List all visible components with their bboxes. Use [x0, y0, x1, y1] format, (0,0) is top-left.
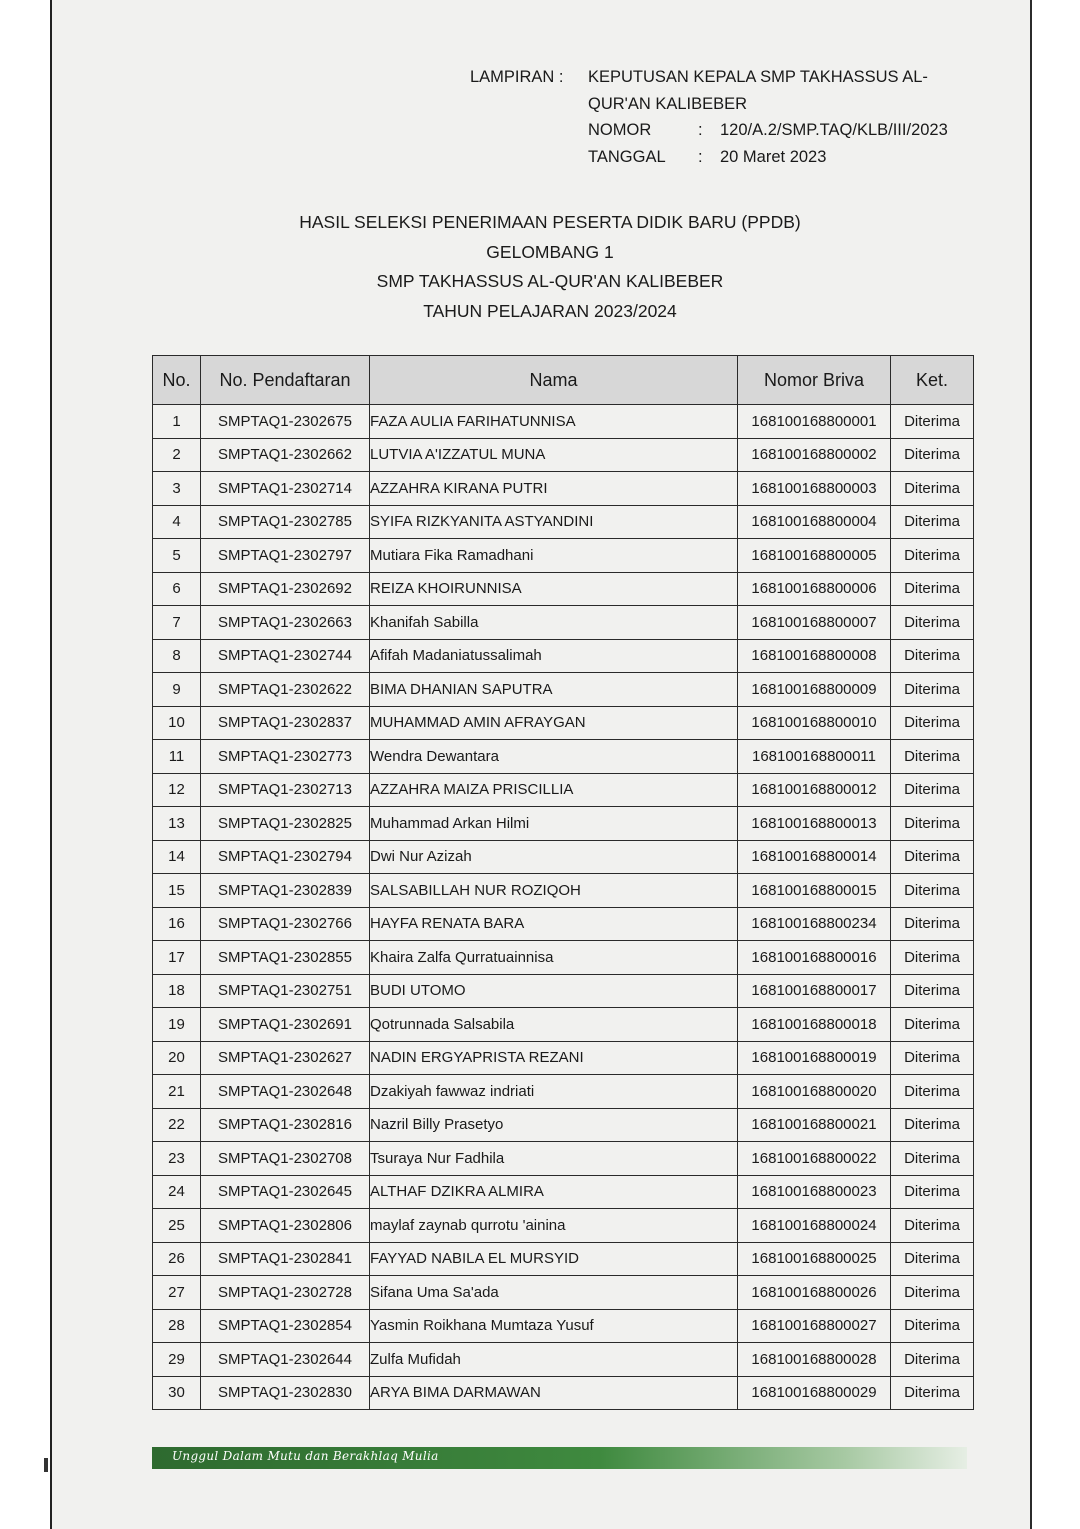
cell-no: 4	[153, 505, 201, 539]
cell-briva-no: 168100168800009	[738, 673, 891, 707]
cell-briva-no: 168100168800029	[738, 1376, 891, 1410]
cell-name: AZZAHRA MAIZA PRISCILLIA	[370, 773, 738, 807]
cell-briva-no: 168100168800004	[738, 505, 891, 539]
cell-no: 26	[153, 1242, 201, 1276]
table-row	[153, 1041, 974, 1075]
cell-registration-no: SMPTAQ1-2302744	[201, 639, 370, 673]
table-row	[153, 606, 974, 640]
footer-motto: Unggul Dalam Mutu dan Berakhlaq Mulia	[172, 1449, 439, 1463]
cell-no: 6	[153, 572, 201, 606]
cell-status: Diterima	[891, 807, 974, 841]
title-line-4: TAHUN PELAJARAN 2023/2024	[423, 300, 677, 321]
cell-status: Diterima	[891, 907, 974, 941]
cell-registration-no: SMPTAQ1-2302662	[201, 438, 370, 472]
cell-registration-no: SMPTAQ1-2302794	[201, 840, 370, 874]
cell-status: Diterima	[891, 606, 974, 640]
cell-briva-no: 168100168800015	[738, 874, 891, 908]
cell-briva-no: 168100168800022	[738, 1142, 891, 1176]
cell-briva-no: 168100168800013	[738, 807, 891, 841]
table-row	[153, 874, 974, 908]
table-row	[153, 740, 974, 774]
cell-status: Diterima	[891, 472, 974, 506]
cell-briva-no: 168100168800005	[738, 539, 891, 573]
table-row	[153, 1175, 974, 1209]
cell-briva-no: 168100168800008	[738, 639, 891, 673]
cell-no: 12	[153, 773, 201, 807]
cell-briva-no: 168100168800006	[738, 572, 891, 606]
cell-no: 22	[153, 1108, 201, 1142]
cell-status: Diterima	[891, 572, 974, 606]
cell-status: Diterima	[891, 1209, 974, 1243]
cell-no: 24	[153, 1175, 201, 1209]
table-row	[153, 807, 974, 841]
cell-registration-no: SMPTAQ1-2302797	[201, 539, 370, 573]
cell-name: Sifana Uma Sa'ada	[370, 1276, 738, 1310]
table-row	[153, 539, 974, 573]
cell-name: FAZA AULIA FARIHATUNNISA	[370, 405, 738, 439]
cell-no: 8	[153, 639, 201, 673]
cell-registration-no: SMPTAQ1-2302837	[201, 706, 370, 740]
cell-registration-no: SMPTAQ1-2302728	[201, 1276, 370, 1310]
cell-status: Diterima	[891, 840, 974, 874]
cell-name: SALSABILLAH NUR ROZIQOH	[370, 874, 738, 908]
cell-briva-no: 168100168800012	[738, 773, 891, 807]
tanggal-colon: :	[698, 147, 703, 166]
attachment-header	[470, 64, 948, 170]
cell-status: Diterima	[891, 673, 974, 707]
cell-briva-no: 168100168800025	[738, 1242, 891, 1276]
cell-status: Diterima	[891, 1041, 974, 1075]
cell-no: 30	[153, 1376, 201, 1410]
cell-registration-no: SMPTAQ1-2302773	[201, 740, 370, 774]
cell-briva-no: 168100168800019	[738, 1041, 891, 1075]
cell-registration-no: SMPTAQ1-2302816	[201, 1108, 370, 1142]
nomor-value: 120/A.2/SMP.TAQ/KLB/III/2023	[720, 121, 948, 139]
cell-registration-no: SMPTAQ1-2302766	[201, 907, 370, 941]
table-row	[153, 974, 974, 1008]
table-row	[153, 1376, 974, 1410]
table-header-row	[153, 356, 974, 405]
cell-status: Diterima	[891, 1376, 974, 1410]
cell-status: Diterima	[891, 1175, 974, 1209]
cell-name: Dzakiyah fawwaz indriati	[370, 1075, 738, 1109]
table-row	[153, 1142, 974, 1176]
cell-name: HAYFA RENATA BARA	[370, 907, 738, 941]
cell-briva-no: 168100168800002	[738, 438, 891, 472]
table-row	[153, 1209, 974, 1243]
cell-no: 10	[153, 706, 201, 740]
table-row	[153, 1075, 974, 1109]
table-row	[153, 572, 974, 606]
cell-briva-no: 168100168800027	[738, 1309, 891, 1343]
cell-name: maylaf zaynab qurrotu 'ainina	[370, 1209, 738, 1243]
header-briva-no: Nomor Briva	[738, 356, 891, 405]
cell-status: Diterima	[891, 974, 974, 1008]
cell-registration-no: SMPTAQ1-2302751	[201, 974, 370, 1008]
cell-name: REIZA KHOIRUNNISA	[370, 572, 738, 606]
cell-status: Diterima	[891, 405, 974, 439]
nomor-colon: :	[698, 121, 703, 139]
cell-registration-no: SMPTAQ1-2302627	[201, 1041, 370, 1075]
cell-registration-no: SMPTAQ1-2302648	[201, 1075, 370, 1109]
table-row	[153, 438, 974, 472]
cell-name: Khaira Zalfa Qurratuainnisa	[370, 941, 738, 975]
header-no: No.	[153, 356, 201, 405]
cell-briva-no: 168100168800018	[738, 1008, 891, 1042]
table-row	[153, 773, 974, 807]
table-row	[153, 1309, 974, 1343]
cell-registration-no: SMPTAQ1-2302854	[201, 1309, 370, 1343]
cell-no: 16	[153, 907, 201, 941]
cell-name: LUTVIA A'IZZATUL MUNA	[370, 438, 738, 472]
cell-name: ALTHAF DZIKRA ALMIRA	[370, 1175, 738, 1209]
cell-name: FAYYAD NABILA EL MURSYID	[370, 1242, 738, 1276]
lampiran-line2: QUR'AN KALIBEBER	[588, 94, 748, 113]
cell-name: Khanifah Sabilla	[370, 606, 738, 640]
table-row	[153, 505, 974, 539]
cell-registration-no: SMPTAQ1-2302830	[201, 1376, 370, 1410]
cell-no: 21	[153, 1075, 201, 1109]
cell-registration-no: SMPTAQ1-2302675	[201, 405, 370, 439]
cell-status: Diterima	[891, 706, 974, 740]
table-row	[153, 907, 974, 941]
cell-status: Diterima	[891, 773, 974, 807]
cell-status: Diterima	[891, 438, 974, 472]
cell-no: 15	[153, 874, 201, 908]
cell-registration-no: SMPTAQ1-2302645	[201, 1175, 370, 1209]
cell-name: MUHAMMAD AMIN AFRAYGAN	[370, 706, 738, 740]
cell-status: Diterima	[891, 1276, 974, 1310]
cell-registration-no: SMPTAQ1-2302663	[201, 606, 370, 640]
cell-status: Diterima	[891, 941, 974, 975]
cell-no: 23	[153, 1142, 201, 1176]
cell-no: 9	[153, 673, 201, 707]
cell-no: 7	[153, 606, 201, 640]
cell-briva-no: 168100168800021	[738, 1108, 891, 1142]
cell-no: 14	[153, 840, 201, 874]
tanggal-value: 20 Maret 2023	[720, 147, 827, 166]
cell-name: Wendra Dewantara	[370, 740, 738, 774]
cell-no: 1	[153, 405, 201, 439]
cell-name: SYIFA RIZKYANITA ASTYANDINI	[370, 505, 738, 539]
cell-name: Qotrunnada Salsabila	[370, 1008, 738, 1042]
cell-name: NADIN ERGYAPRISTA REZANI	[370, 1041, 738, 1075]
table-row	[153, 1108, 974, 1142]
cell-name: Muhammad Arkan Hilmi	[370, 807, 738, 841]
cell-name: AZZAHRA KIRANA PUTRI	[370, 472, 738, 506]
nomor-label: NOMOR	[588, 121, 652, 139]
table-row	[153, 1008, 974, 1042]
cell-no: 11	[153, 740, 201, 774]
table-row	[153, 706, 974, 740]
title-line-3: SMP TAKHASSUS AL-QUR'AN KALIBEBER	[376, 271, 724, 291]
cell-name: Yasmin Roikhana Mumtaza Yusuf	[370, 1309, 738, 1343]
title-line-2: GELOMBANG 1	[486, 241, 614, 262]
cell-briva-no: 168100168800010	[738, 706, 891, 740]
cell-status: Diterima	[891, 1142, 974, 1176]
cell-no: 13	[153, 807, 201, 841]
cell-name: Tsuraya Nur Fadhila	[370, 1142, 738, 1176]
cell-name: Mutiara Fika Ramadhani	[370, 539, 738, 573]
cell-registration-no: SMPTAQ1-2302622	[201, 673, 370, 707]
cell-registration-no: SMPTAQ1-2302692	[201, 572, 370, 606]
cell-registration-no: SMPTAQ1-2302841	[201, 1242, 370, 1276]
cell-name: Dwi Nur Azizah	[370, 840, 738, 874]
cell-no: 25	[153, 1209, 201, 1243]
header-name: Nama	[370, 356, 738, 405]
cell-registration-no: SMPTAQ1-2302713	[201, 773, 370, 807]
selection-results-table	[152, 355, 974, 1410]
header-status: Ket.	[891, 356, 974, 405]
scan-mark	[44, 1458, 48, 1472]
table-row	[153, 639, 974, 673]
cell-no: 27	[153, 1276, 201, 1310]
cell-briva-no: 168100168800234	[738, 907, 891, 941]
cell-briva-no: 168100168800011	[738, 740, 891, 774]
cell-briva-no: 168100168800017	[738, 974, 891, 1008]
cell-status: Diterima	[891, 740, 974, 774]
lampiran-label: LAMPIRAN :	[470, 68, 564, 86]
table-row	[153, 840, 974, 874]
cell-briva-no: 168100168800007	[738, 606, 891, 640]
table-row	[153, 472, 974, 506]
cell-briva-no: 168100168800026	[738, 1276, 891, 1310]
cell-name: BUDI UTOMO	[370, 974, 738, 1008]
cell-no: 3	[153, 472, 201, 506]
table-row	[153, 941, 974, 975]
cell-status: Diterima	[891, 1108, 974, 1142]
cell-registration-no: SMPTAQ1-2302644	[201, 1343, 370, 1377]
cell-no: 18	[153, 974, 201, 1008]
cell-no: 2	[153, 438, 201, 472]
cell-name: Zulfa Mufidah	[370, 1343, 738, 1377]
cell-status: Diterima	[891, 539, 974, 573]
cell-status: Diterima	[891, 1309, 974, 1343]
cell-registration-no: SMPTAQ1-2302806	[201, 1209, 370, 1243]
table-row	[153, 673, 974, 707]
header-registration-no: No. Pendaftaran	[201, 356, 370, 405]
cell-status: Diterima	[891, 1075, 974, 1109]
cell-briva-no: 168100168800023	[738, 1175, 891, 1209]
cell-registration-no: SMPTAQ1-2302691	[201, 1008, 370, 1042]
cell-no: 19	[153, 1008, 201, 1042]
table-row	[153, 1242, 974, 1276]
cell-briva-no: 168100168800024	[738, 1209, 891, 1243]
table-row	[153, 1276, 974, 1310]
cell-briva-no: 168100168800020	[738, 1075, 891, 1109]
cell-briva-no: 168100168800016	[738, 941, 891, 975]
lampiran-line1: KEPUTUSAN KEPALA SMP TAKHASSUS AL-	[588, 68, 928, 86]
cell-status: Diterima	[891, 639, 974, 673]
cell-registration-no: SMPTAQ1-2302825	[201, 807, 370, 841]
cell-briva-no: 168100168800028	[738, 1343, 891, 1377]
document-title	[190, 208, 910, 326]
cell-status: Diterima	[891, 1242, 974, 1276]
cell-status: Diterima	[891, 505, 974, 539]
cell-name: ARYA BIMA DARMAWAN	[370, 1376, 738, 1410]
cell-name: Afifah Madaniatussalimah	[370, 639, 738, 673]
cell-registration-no: SMPTAQ1-2302855	[201, 941, 370, 975]
cell-briva-no: 168100168800001	[738, 405, 891, 439]
cell-no: 5	[153, 539, 201, 573]
table-row	[153, 405, 974, 439]
table-row	[153, 1343, 974, 1377]
cell-name: Nazril Billy Prasetyo	[370, 1108, 738, 1142]
cell-no: 17	[153, 941, 201, 975]
title-line-1: HASIL SELEKSI PENERIMAAN PESERTA DIDIK BARU (PPDB)	[299, 212, 801, 232]
cell-no: 20	[153, 1041, 201, 1075]
cell-status: Diterima	[891, 1343, 974, 1377]
cell-registration-no: SMPTAQ1-2302708	[201, 1142, 370, 1176]
cell-no: 29	[153, 1343, 201, 1377]
tanggal-label: TANGGAL	[588, 147, 666, 166]
cell-briva-no: 168100168800003	[738, 472, 891, 506]
cell-status: Diterima	[891, 1008, 974, 1042]
cell-briva-no: 168100168800014	[738, 840, 891, 874]
cell-status: Diterima	[891, 874, 974, 908]
cell-registration-no: SMPTAQ1-2302785	[201, 505, 370, 539]
table-body	[153, 405, 974, 1410]
cell-registration-no: SMPTAQ1-2302839	[201, 874, 370, 908]
cell-name: BIMA DHANIAN SAPUTRA	[370, 673, 738, 707]
cell-no: 28	[153, 1309, 201, 1343]
cell-registration-no: SMPTAQ1-2302714	[201, 472, 370, 506]
